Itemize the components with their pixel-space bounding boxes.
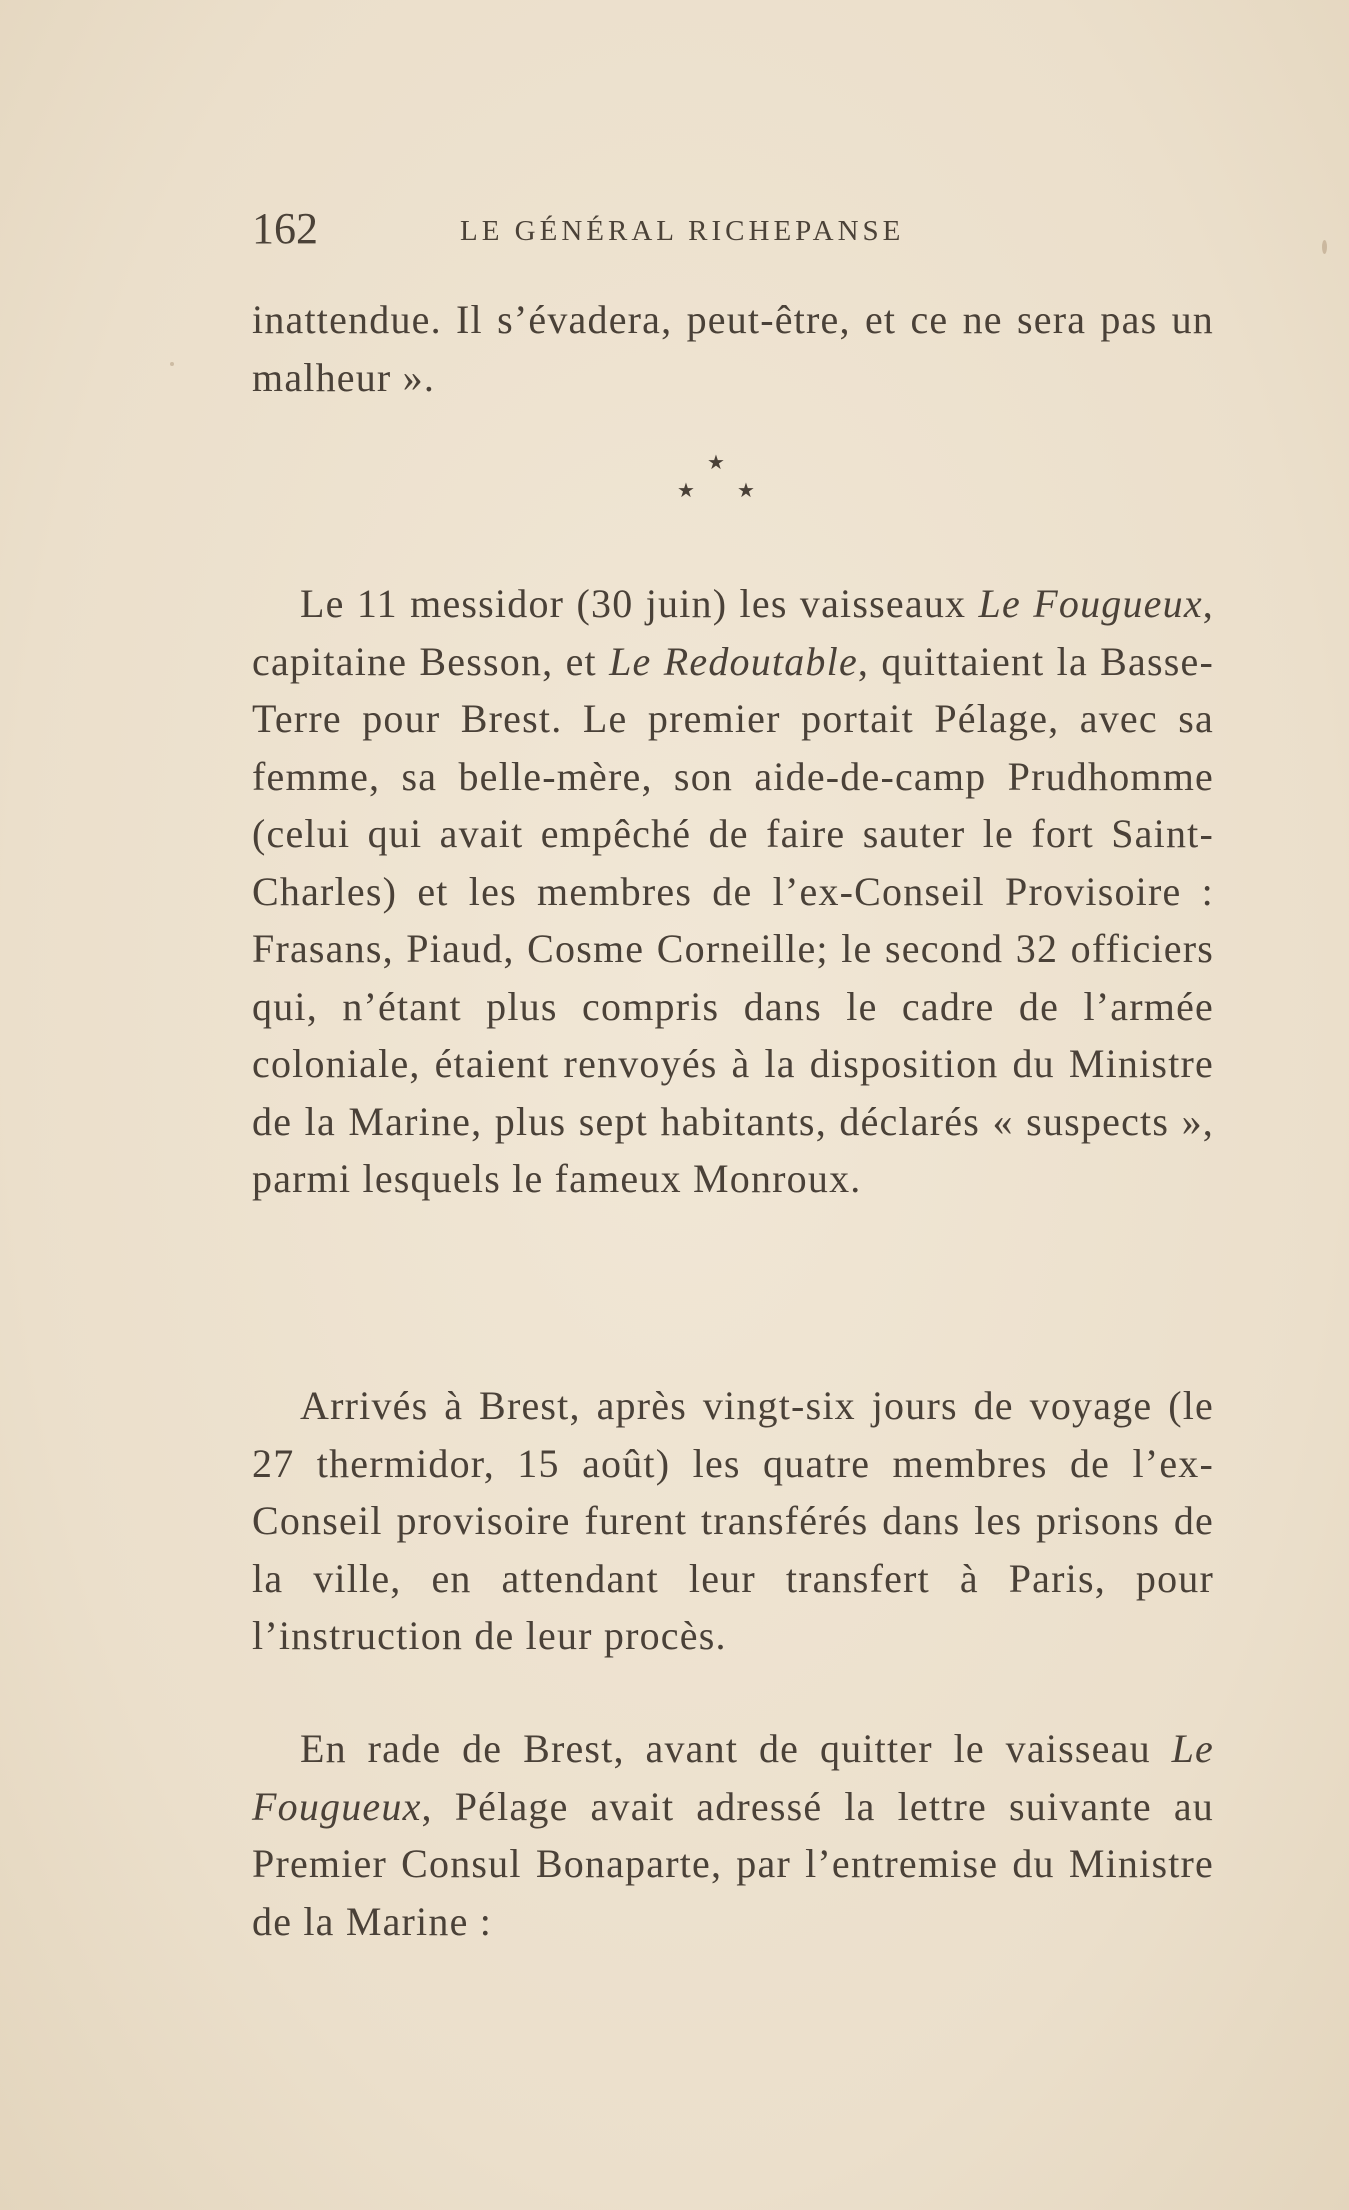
p1-text-c: , capitaine Besson, et (252, 581, 1214, 684)
paragraph-arrival (252, 1377, 1214, 1665)
continuation-text (252, 291, 1214, 406)
asterism-star-icon: ★ (707, 450, 725, 474)
paragraph-1 (252, 575, 1214, 1208)
paper-speck (170, 362, 174, 366)
continuation-paragraph: inattendue. Il s’évadera, peut-être, et ce ne sera pas un malheur ». (252, 297, 1214, 400)
asterism-ornament (670, 450, 760, 520)
p3-text-a: En rade de Brest, avant de quitter le vaisseau (300, 1726, 1172, 1771)
page-header (252, 203, 1212, 263)
ship-name-redoutable: Le Redoutable (609, 638, 858, 684)
ship-name-fougueux: Le Fougueux (978, 581, 1203, 626)
paragraph-2: Arrivés à Brest, après vingt-six jours de voyage (le 27 thermidor, 15 août) les quatre membres de l’ex-Conseil provisoire furent transférés dans les prisons de la ville, en attendant leur transfert à Paris, pour l’instruction de leur procès. (252, 1383, 1214, 1658)
ship-name-fougueux-2: Le Fougueux (252, 1726, 1214, 1829)
paragraph-letter (252, 1720, 1214, 1950)
running-title: LE GÉNÉRAL RICHEPANSE (460, 215, 905, 247)
paper-speck (1322, 240, 1327, 254)
page-number: 162 (252, 204, 318, 253)
paragraph-3 (252, 1720, 1214, 1950)
paragraph-departure (252, 575, 1214, 1208)
p1-text-a: Le 11 messidor (30 juin) les vaisseaux (300, 581, 979, 626)
p3-text-c: , Pélage avait adressé la lettre suivante au Premier Consul Bonaparte, par l’entremise du Ministre de la Marine : (252, 1783, 1214, 1944)
p1-text-e: , quittaient la Basse-Terre pour Brest. Le premier portait Pélage, avec sa femme, sa belle-mère, son aide-de-camp Prudhomme (celui qui avait empêché de faire sauter le fort Saint-Charles) et les membres de l’ex-Conseil Provisoire : Frasans, Piaud, Cosme Corneille; le second 32 officiers qui, n’étant plus compris dans le cadre de l’armée coloniale, étaient renvoyés à la disposition du Ministre de la Marine, plus sept habitants, déclarés « suspects », parmi lesquels le fameux Monroux. (252, 638, 1214, 1201)
asterism-star-icon: ★ (677, 478, 695, 502)
asterism-star-icon: ★ (737, 478, 755, 502)
